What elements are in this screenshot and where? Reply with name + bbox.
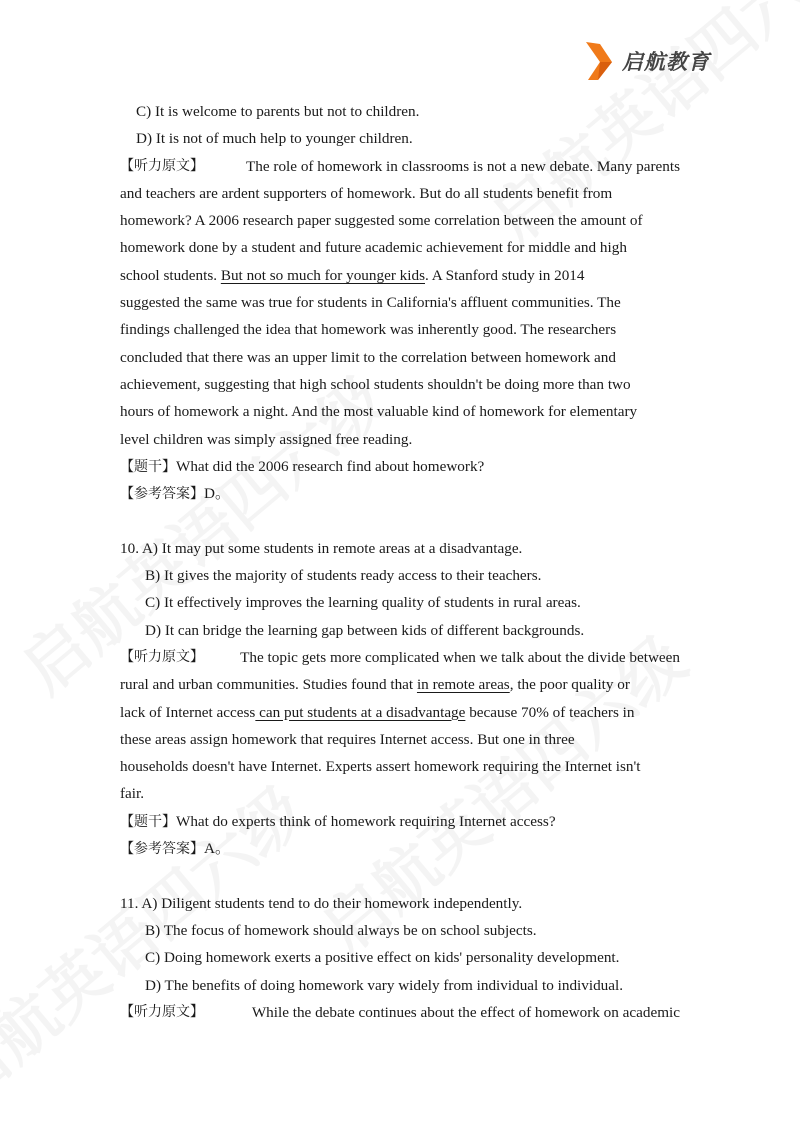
transcript-line: hours of homework a night. And the most valuable kind of homework for elementary [120,403,638,421]
answer-key: 【参考答案】D。 [120,485,231,503]
question-stem: 【题干】What do experts think of homework requiring Internet access? [120,812,556,830]
transcript-label: 【听力原文】 [120,157,204,174]
answer-evidence: can put students at a disadvantage [255,703,466,721]
brand-logo [582,40,710,82]
answer-label: 【参考答案】 [120,841,204,858]
option-b: B) The focus of homework should always be on school subjects. [145,921,537,939]
answer-evidence: But not so much for younger kids [220,266,425,284]
transcript-line: rural and urban communities. Studies found that in remote areas, the poor quality or [120,676,630,694]
transcript-line: school students. But not so much for younger kids. A Stanford study in 2014 [120,266,585,284]
transcript-line: achievement, suggesting that high school students shouldn't be doing more than two [120,375,631,393]
transcript-line: and teachers are ardent supporters of homework. But do all students benefit from [120,184,613,202]
option-d: D) It is not of much help to younger children. [136,130,413,148]
transcript-line: fair. [120,785,145,803]
option-c: C) It is welcome to parents but not to children. [136,103,420,120]
transcript-line: 【听力原文】 While the debate continues about the effect of homework on academic [120,999,680,1026]
transcript-line: homework done by a student and future academic achievement for middle and high [120,239,627,257]
stem-label: 【题干】 [120,458,176,475]
option-d: D) It can bridge the learning gap between kids of different backgrounds. [145,621,585,639]
option-c: C) It effectively improves the learning quality of students in rural areas. [145,594,581,612]
stem-label: 【题干】 [120,813,176,830]
transcript-label: 【听力原文】 [120,648,204,665]
transcript-line: 【听力原文】 The topic gets more complicated when we talk about the divide between [120,644,680,671]
option-a: 11. A) Diligent students tend to do their homework independently. [120,894,523,912]
transcript-line: households doesn't have Internet. Experts assert homework requiring the Internet isn't [120,758,641,776]
question-stem: 【题干】What did the 2006 research find about homework? [120,457,485,475]
answer-evidence: in remote areas [416,676,510,694]
transcript-line: these areas assign homework that requires Internet access. But one in three [120,730,575,748]
transcript-line: 【听力原文】 The role of homework in classrooms is not a new debate. Many parents [120,153,680,180]
option-c: C) Doing homework exerts a positive effect on kids' personality development. [145,949,620,967]
option-b: B) It gives the majority of students ready access to their teachers. [145,567,542,585]
transcript-line: lack of Internet access can put students at a disadvantage because 70% of teachers in [120,703,635,721]
transcript-line: findings challenged the idea that homework was inherently good. The researchers [120,321,617,339]
transcript-line: level children was simply assigned free reading. [120,430,413,448]
transcript-line: concluded that there was an upper limit to the correlation between homework and [120,348,616,366]
transcript-line: suggested the same was true for students in California's affluent communities. The [120,294,621,312]
transcript-line: homework? A 2006 research paper suggested some correlation between the amount of [120,212,643,230]
answer-key: 【参考答案】A。 [120,840,231,858]
brand-name: 启航教育 [622,50,710,74]
option-d: D) The benefits of doing homework vary widely from individual to individual. [145,976,624,994]
transcript-label: 【听力原文】 [120,1003,204,1020]
option-a: 10. A) It may put some students in remote areas at a disadvantage. [120,539,523,557]
document-body [120,98,680,1026]
brand-logo-icon [582,40,618,82]
answer-label: 【参考答案】 [120,486,204,503]
